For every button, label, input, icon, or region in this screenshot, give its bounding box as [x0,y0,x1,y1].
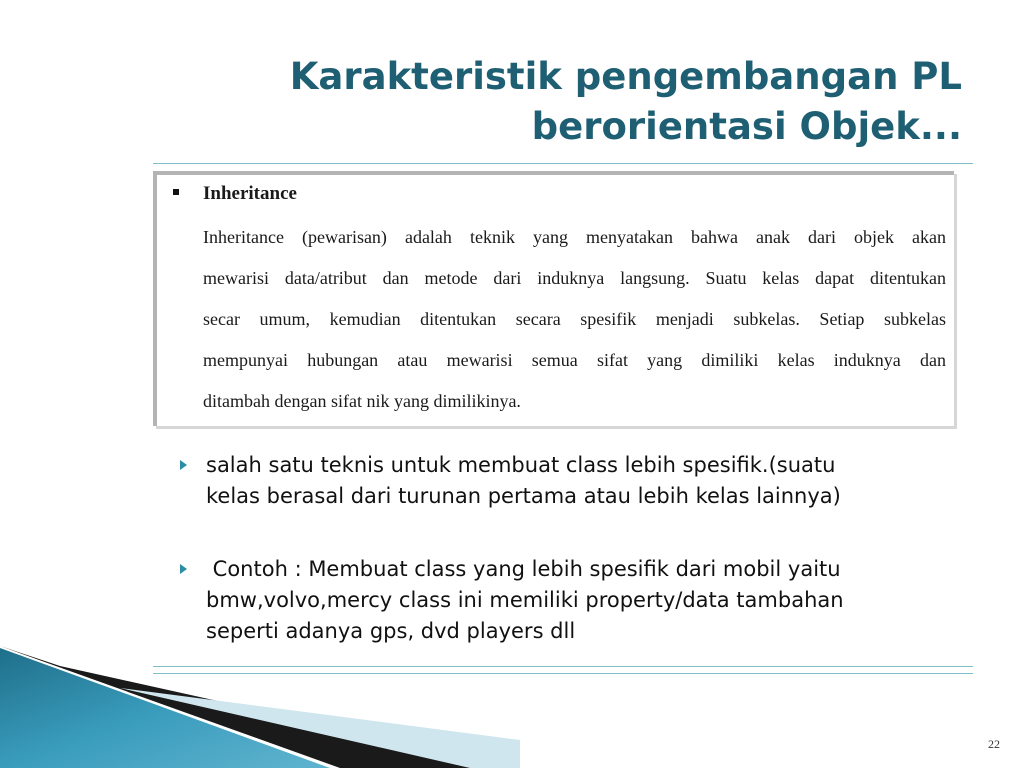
arrow-bullet-icon [180,564,187,574]
bullet-list [178,450,978,647]
figure-text-line: Inheritance (pewarisan) adalah teknik yang menyatakan bahwa anak dari objek akan [203,227,946,247]
figure-text-line: mewarisi data/atribut dan metode dari induknya langsung. Suatu kelas dapat ditentukan [203,268,946,288]
figure-text-line: secar umum, kemudian ditentukan secara spesifik menjadi subkelas. Setiap subkelas [203,309,946,329]
slide-title-line: Karakteristik pengembangan PL [289,55,962,98]
bullet-text-line: Contoh : Membuat class yang lebih spesifik dari mobil yaitu [206,557,841,581]
bullet-text-line: kelas berasal dari turunan pertama atau lebih kelas lainnya) [206,484,841,508]
figure-text-line: ditambah dengan sifat nik yang dimilikinya. [203,391,521,411]
bullet-text-line: seperti adanya gps, dvd players dll [206,619,576,643]
swoosh-blue-wedge [0,648,330,768]
slide-title [202,52,962,152]
square-bullet-icon [173,189,179,195]
arrow-bullet-icon [180,460,187,470]
figure-heading: Inheritance [203,183,297,204]
slide-title-line: berorientasi Objek... [531,105,962,148]
bullet-text-line: salah satu teknis untuk membuat class lebih spesifik.(suatu [206,453,836,477]
bullet-item [178,450,978,512]
figure-text-line: mempunyai hubungan atau mewarisi semua sifat yang dimiliki kelas induknya dan [203,350,946,370]
page-number: 22 [988,737,1000,751]
inheritance-figure [153,171,954,426]
decorative-swoosh [0,640,520,768]
bullet-text-line: bmw,volvo,mercy class ini memiliki property/data tambahan [206,588,844,612]
bullet-item [178,554,978,647]
title-divider [153,163,973,164]
